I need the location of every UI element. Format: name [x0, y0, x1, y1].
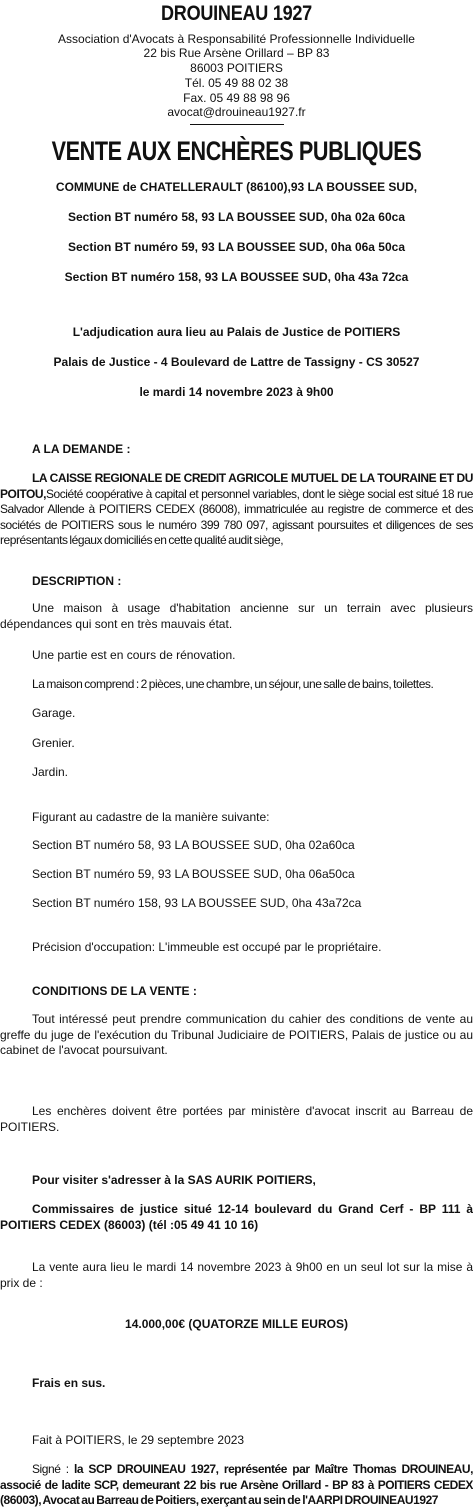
- property-commune: COMMUNE de CHATELLERAULT (86100),93 LA BOUSSEE SUD,: [55, 180, 418, 194]
- commissaires-address: Commissaires de justice situé 12-14 boulevard du Grand Cerf - BP 111 à POITIERS CEDEX (86003) (tél :05 49 41 10 16): [0, 1202, 473, 1232]
- description-intro: Une maison à usage d'habitation ancienne sur un terrain avec plusieurs dépendances qui sont en très mauvais état.: [0, 601, 473, 631]
- property-section-1: Section BT numéro 58, 93 LA BOUSSEE SUD, 0ha 02a 60ca: [67, 210, 405, 224]
- occupation-note: Précision d'occupation: L'immeuble est occupé par le propriétaire.: [32, 940, 382, 954]
- property-section-2: Section BT numéro 59, 93 LA BOUSSEE SUD, 0ha 06a 50ca: [67, 240, 405, 254]
- cadastre-section-3: Section BT numéro 158, 93 LA BOUSSEE SUD, 0ha 43a72ca: [32, 896, 362, 910]
- description-garage: Garage.: [32, 706, 76, 720]
- hearing-date: le mardi 14 novembre 2023 à 9h00: [139, 385, 334, 399]
- signature-block: [0, 1462, 473, 1509]
- description-renovation: Une partie est en cours de rénovation.: [32, 648, 236, 662]
- firm-address-line-2: 22 bis Rue Arsène Orillard – BP 83: [143, 46, 330, 60]
- demande-paragraph: [0, 471, 473, 549]
- firm-phone: Tél. 05 49 88 02 38: [184, 76, 289, 90]
- description-grenier: Grenier.: [32, 736, 75, 750]
- signature-label: Signé :: [32, 1462, 69, 1476]
- creditor-name: LA CAISSE REGIONALE DE CREDIT AGRICOLE MUTUEL DE LA TOURAINE ET DU POITOU,: [0, 471, 473, 501]
- cadastre-section-1: Section BT numéro 58, 93 LA BOUSSEE SUD, 0ha 02a60ca: [32, 838, 355, 852]
- conditions-encheres: Les enchères doivent être portées par ministère d'avocat inscrit au Barreau de POITIERS.: [0, 1104, 473, 1134]
- conditions-heading: CONDITIONS DE LA VENTE :: [32, 984, 197, 998]
- demande-heading: A LA DEMANDE :: [32, 442, 131, 456]
- signature-text: la SCP DROUINEAU 1927, représentée par Maître Thomas DROUINEAU, associé de ladite SCP, demeurant 22 bis rue Arsène Orillard - BP 83 à POITIERS CEDEX (86003), Avocat au Barreau de Poitiers, exerçant au sein de l'AARPI DROUINEAU1927: [0, 1462, 473, 1507]
- starting-price: 14.000,00€ (QUATORZE MILLE EUROS): [125, 1317, 348, 1331]
- description-heading: DESCRIPTION :: [32, 574, 122, 588]
- header-divider: [190, 124, 284, 125]
- firm-address-line-1: Association d'Avocats à Responsabilité Professionnelle Individuelle: [58, 32, 415, 46]
- sale-details: La vente aura lieu le mardi 14 novembre 2023 à 9h00 en un seul lot sur la mise à prix de :: [0, 1260, 473, 1290]
- visit-contact: Pour visiter s'adresser à la SAS AURIK POITIERS,: [32, 1173, 316, 1187]
- firm-address-line-3: 86003 POITIERS: [190, 61, 283, 75]
- firm-email: avocat@drouineau1927.fr: [167, 105, 306, 119]
- description-jardin: Jardin.: [32, 765, 69, 779]
- property-section-3: Section BT numéro 158, 93 LA BOUSSEE SUD, 0ha 43a 72ca: [64, 270, 409, 284]
- hearing-address: Palais de Justice - 4 Boulevard de Lattre de Tassigny - CS 30527: [53, 355, 420, 369]
- creditor-details: Société coopérative à capital et personnel variables, dont le siège social est situé 18 rue Salvador Allende à POITIERS CEDEX (86008), immatriculée au registre de commerce et des sociétés de POITIERS sous le numéro 399 780 097, agissant poursuites et diligences de ses représentants légaux domiciliés en cette qualité audit siège,: [0, 486, 473, 547]
- description-rooms: La maison comprend : 2 pièces, une chambre, un séjour, une salle de bains, toilettes.: [32, 677, 434, 691]
- fees-note: Frais en sus.: [32, 1376, 106, 1390]
- cadastre-section-2: Section BT numéro 59, 93 LA BOUSSEE SUD, 0ha 06a50ca: [32, 867, 355, 881]
- signed-place-date: Fait à POITIERS, le 29 septembre 2023: [32, 1433, 245, 1447]
- firm-name: DROUINEAU 1927: [161, 2, 312, 25]
- hearing-place: L'adjudication aura lieu au Palais de Justice de POITIERS: [72, 325, 401, 339]
- notice-title: VENTE AUX ENCHÈRES PUBLIQUES: [51, 136, 422, 166]
- conditions-cahier: Tout intéressé peut prendre communication du cahier des conditions de vente au greffe du juge de l'exécution du Tribunal Judiciaire de POITIERS, Palais de justice ou au cabinet de l'avocat poursuivant.: [0, 1012, 473, 1057]
- cadastre-intro: Figurant au cadastre de la manière suivante:: [32, 810, 270, 824]
- firm-fax: Fax. 05 49 88 98 96: [183, 91, 290, 105]
